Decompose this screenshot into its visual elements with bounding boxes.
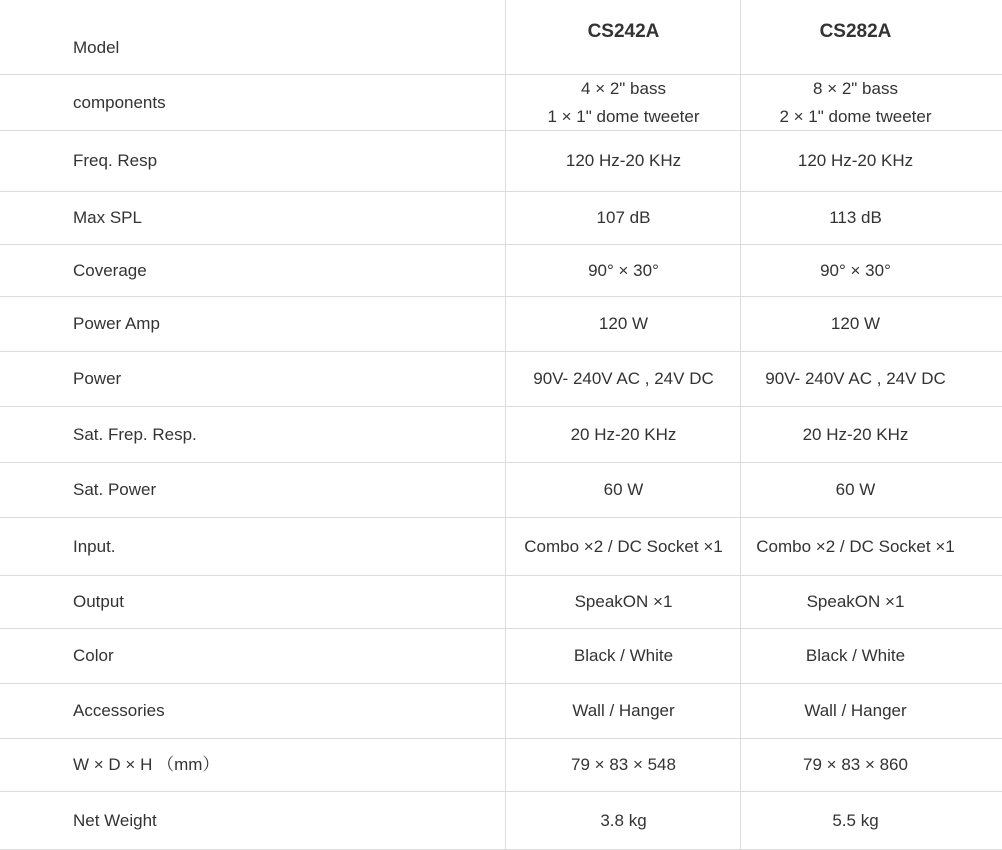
- cs242a-value: [506, 75, 741, 130]
- cs242a-value: Black / White: [573, 646, 674, 665]
- cs282a-value: Black / White: [805, 646, 906, 665]
- cs242a-value-line: 1 × 1" dome tweeter: [547, 106, 700, 126]
- cs242a-value: 3.8 kg: [600, 810, 647, 830]
- cs282a-value-line: 8 × 2" bass: [813, 78, 898, 98]
- cs282a-value: 90V- 240V AC , 24V DC: [765, 369, 946, 388]
- row-label: Power Amp: [73, 314, 160, 333]
- table-row: [0, 192, 1002, 245]
- table-row: [0, 463, 1002, 518]
- cs242a-value: 90° × 30°: [588, 260, 659, 280]
- model-name-cs282a: CS282A: [819, 21, 892, 42]
- cs242a-value: 120 W: [598, 314, 649, 333]
- cs282a-value: 20 Hz-20 KHz: [802, 424, 909, 444]
- table-row: [0, 576, 1002, 629]
- cs282a-value: [741, 75, 970, 130]
- cs242a-value: 90V- 240V AC , 24V DC: [533, 369, 714, 388]
- cs282a-value: 79 × 83 × 860: [803, 755, 908, 774]
- cs282a-value: 60 W: [835, 480, 876, 499]
- row-label: Freq. Resp: [73, 151, 158, 170]
- cs242a-value: Combo ×2 / DC Socket ×1: [524, 536, 723, 556]
- row-label: Input.: [73, 536, 116, 556]
- row-label: Model: [73, 38, 120, 57]
- table-row: [0, 518, 1002, 576]
- cs242a-value: Wall / Hanger: [572, 701, 675, 720]
- cs282a-value: SpeakON ×1: [806, 592, 905, 611]
- table-row: [0, 739, 1002, 792]
- row-label: Accessories: [73, 701, 165, 720]
- table-row: [0, 131, 1002, 192]
- row-label: W × D × H （mm）: [73, 755, 220, 774]
- cs282a-value: 90° × 30°: [820, 260, 891, 280]
- cs242a-value: 107 dB: [596, 208, 651, 227]
- cs282a-value: 113 dB: [829, 208, 882, 227]
- table-row: [0, 792, 1002, 850]
- table-row: [0, 684, 1002, 739]
- row-label: Sat. Frep. Resp.: [73, 424, 197, 444]
- row-label: Net Weight: [73, 810, 157, 830]
- cs242a-value: SpeakON ×1: [574, 592, 673, 611]
- row-label: Max SPL: [73, 208, 142, 227]
- row-label: Output: [73, 592, 125, 611]
- table-row: [0, 407, 1002, 463]
- cs282a-value-line: 2 × 1" dome tweeter: [779, 106, 932, 126]
- row-label: Coverage: [73, 260, 147, 280]
- row-label: Power: [73, 369, 122, 388]
- cs282a-value: 120 W: [830, 314, 881, 333]
- table-row: [0, 245, 1002, 297]
- row-label: components: [73, 92, 166, 112]
- table-row: [0, 629, 1002, 684]
- cs282a-value: 120 Hz-20 KHz: [797, 151, 914, 170]
- model-name-cs242a: CS242A: [587, 21, 660, 42]
- cs242a-value-line: 4 × 2" bass: [581, 78, 666, 98]
- table-row: [0, 352, 1002, 407]
- table-row: [0, 75, 1002, 131]
- cs282a-value: Combo ×2 / DC Socket ×1: [756, 536, 955, 556]
- table-row: [0, 297, 1002, 352]
- row-label: Color: [73, 646, 114, 665]
- cs282a-value: Wall / Hanger: [804, 701, 907, 720]
- cs282a-value: 5.5 kg: [832, 810, 879, 830]
- cs242a-value: 20 Hz-20 KHz: [570, 424, 677, 444]
- cs242a-value: 79 × 83 × 548: [571, 755, 676, 774]
- table-header-row: [0, 0, 1002, 75]
- cs242a-value: 120 Hz-20 KHz: [565, 151, 682, 170]
- row-label: Sat. Power: [73, 480, 157, 499]
- cs242a-value: 60 W: [603, 480, 644, 499]
